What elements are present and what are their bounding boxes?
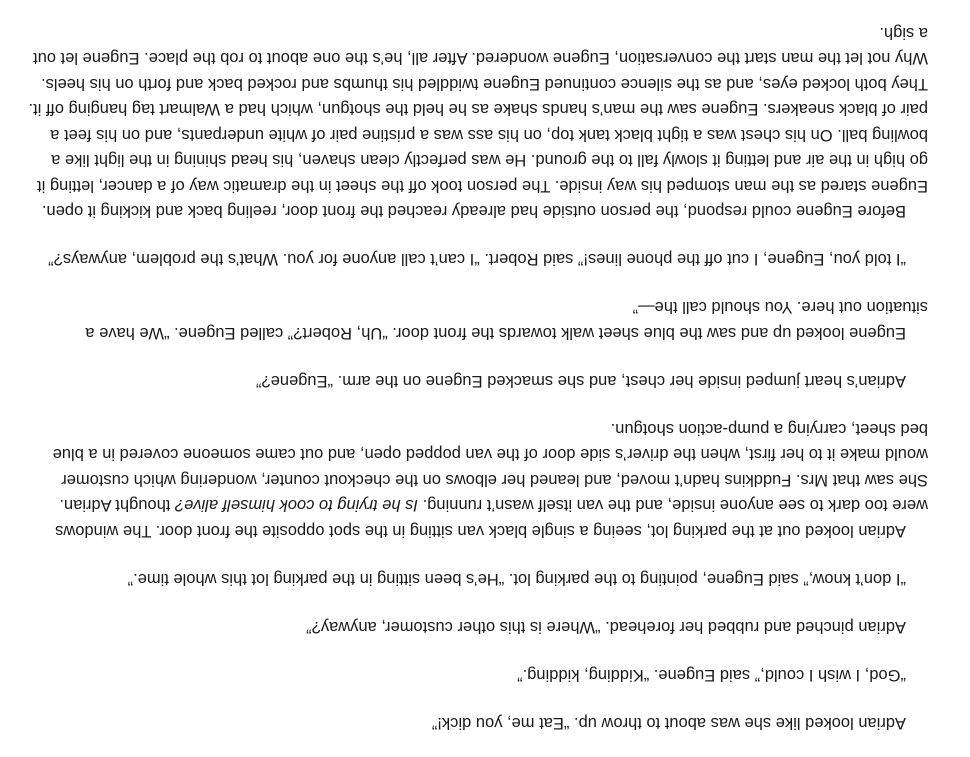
- paragraph-1: Adrian looked like she was about to throw up. “Eat me, you dick!”: [431, 714, 906, 732]
- paragraph-7: Eugene looked up and saw the blue sheet walk towards the front door. “Uh, Robert?” called Eugene. “We have a situation out here. You should call the—”: [85, 298, 928, 342]
- paragraph-5-part-2: thought Adrian. She saw that Mrs. Fuddkins hadn’t moved, and leaned her elbows on the checkout counter, wondering which customer would make it to her first, when the driver’s side door of the van popped open, and out came someone covered in a blue bed sheet, carrying a pump-action shotgun.: [52, 420, 928, 515]
- paragraph-3: Adrian pinched and rubbed her forehead. “Where is this other customer, anyway?”: [306, 618, 906, 636]
- paragraph-5-part-1: Adrian looked out at the parking lot, seeing a single black van sitting in the spot opposite the front door. The windows were too dark to see anyone inside, and the van itself wasn’t running.: [55, 496, 928, 540]
- paragraph-6: Adrian’s heart jumped inside her chest, and she smacked Eugene on the arm. “Eugene?”: [255, 372, 906, 390]
- paragraph-5: [28, 416, 928, 544]
- paragraph-9: Before Eugene could respond, the person outside had already reached the front door, reeling back and kicking it open. Eugene stared as the man stomped his way inside. The person took off the sheet in the dramatic way of a dancer, letting it go high in the air and letting it slowly fall to the ground. He was perfectly clean shaven, his head shining in the light like a bowling ball. On his chest was a tight black tank top, on his ass was a pristine pair of white underpants, and on his feet a pair of black sneakers. Eugene saw the man’s hands shake as he held the shotgun, which had a Walmart tag hanging off it. They both locked eyes, and as the silence continued Eugene twiddled his thumbs and rocked back and forth on his heels. Why not let the man start the conversation, Eugene wondered. After all, he’s the one about to rob the place. Eugene let out a sigh.: [28, 24, 928, 221]
- paragraph-8: “I told you, Eugene, I cut off the phone lines!” said Robert. “I can’t call anyone for you. What’s the problem, anyways?”: [48, 250, 906, 269]
- paragraph-2: “God, I wish I could,” said Eugene. “Kidding, kidding.”: [517, 666, 906, 684]
- paragraph-5-italic: Is he trying to cook himself alive?: [174, 496, 419, 515]
- paragraph-4: “I don’t know,” said Eugene, pointing to the parking lot. “He’s been sitting in the parking lot this whole time.”: [127, 570, 906, 588]
- document-body: [28, 20, 928, 736]
